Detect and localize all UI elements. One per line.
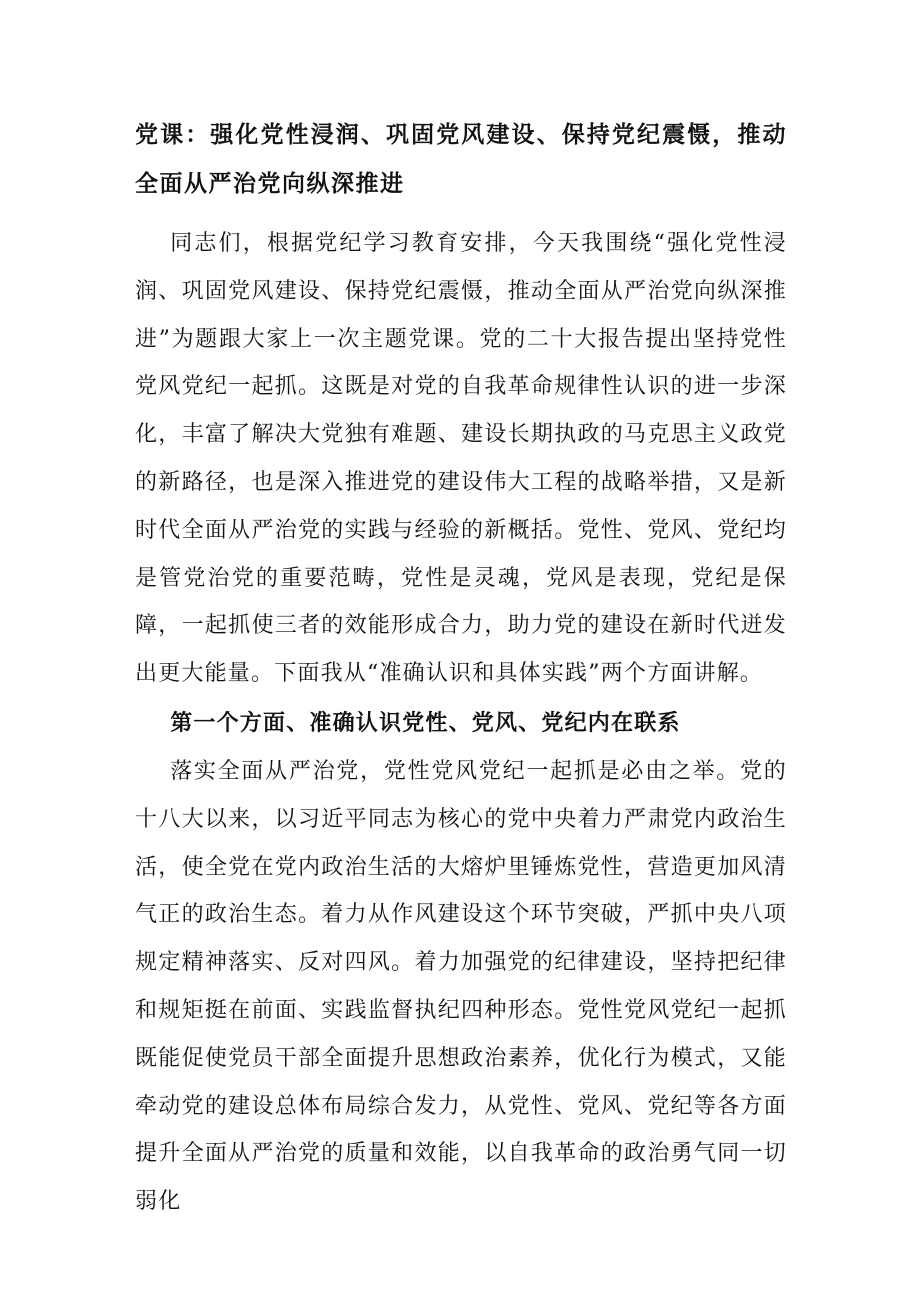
intro-paragraph: 同志们，根据党纪学习教育安排，今天我围绕“强化党性浸润、巩固党风建设、保持党纪震慑，推动全面从严治党向纵深推进”为题跟大家上一次主题党课。党的二十大报告提出坚持党性党风党纪一起抓。这既是对党的自我革命规律性认识的进一步深化，丰富了解决大党独有难题、建设长期执政的马克思主义政党的新路径，也是深入推进党的建设伟大工程的战略举措，又是新时代全面从严治党的实践与经验的新概括。党性、党风、党纪均是管党治党的重要范畴，党性是灵魂，党风是表现，党纪是保障，一起抓使三者的效能形成合力，助力党的建设在新时代迸发出更大能量。下面我从“准确认识和具体实践”两个方面讲解。 — [135, 231, 787, 687]
document-body — [135, 110, 787, 1226]
document-title: 党课：强化党性浸润、巩固党风建设、保持党纪震慑，推动全面从严治党向纵深推进 — [135, 121, 787, 197]
section-heading: 第一个方面、准确认识党性、党风、党纪内在联系 — [170, 709, 681, 736]
section-paragraph: 落实全面从严治党，党性党风党纪一起抓是必由之举。党的十八大以来，以习近平同志为核心的党中央着力严肃党内政治生活，使全党在党内政治生活的大熔炉里锤炼党性，营造更加风清气正的政治生态。着力从作风建设这个环节突破，严抓中央八项规定精神落实、反对四风。着力加强党的纪律建设，坚持把纪律和规矩挺在前面、实践监督执纪四种形态。党性党风党纪一起抓既能促使党员干部全面提升思想政治素养，优化行为模式，又能牵动党的建设总体布局综合发力，从党性、党风、党纪等各方面提升全面从严治党的质量和效能，以自我革命的政治勇气同一切弱化 — [135, 758, 787, 1215]
